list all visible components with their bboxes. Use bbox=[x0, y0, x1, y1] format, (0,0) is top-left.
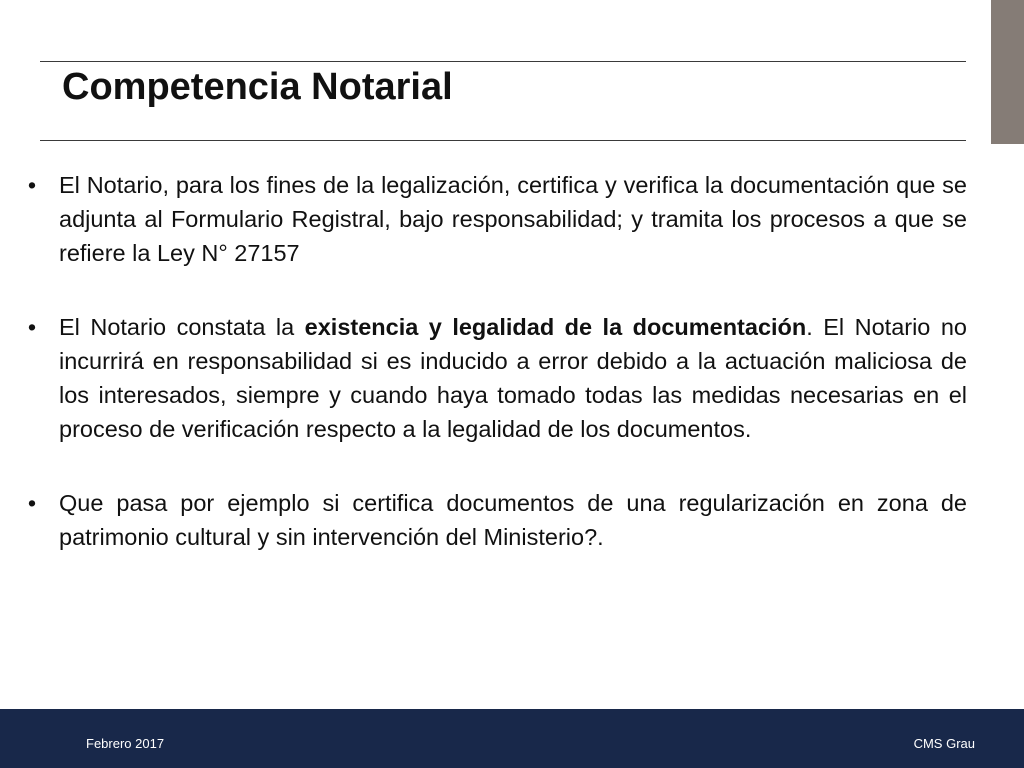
bullet-text: Que pasa por ejemplo si certifica documentos de una regularización en zona de patrimonio cultural y sin intervención del Ministerio?. bbox=[59, 490, 967, 550]
corner-accent-tab bbox=[991, 0, 1024, 144]
footer-company: CMS Grau bbox=[913, 736, 975, 751]
footer-date: Febrero 2017 bbox=[86, 736, 165, 751]
bullet-dot-icon: • bbox=[27, 490, 37, 516]
bullet-dot-icon: • bbox=[27, 314, 37, 340]
footer-bar bbox=[0, 709, 1024, 768]
bullet-item-3 bbox=[22, 486, 967, 554]
bullet-text-emphasis: existencia y legalidad de la documentación bbox=[304, 314, 807, 340]
bullet-text-lead: El Notario constata la bbox=[59, 314, 305, 340]
bullet-item-2 bbox=[22, 310, 967, 446]
bullet-text: El Notario, para los fines de la legalización, certifica y verifica la documentación que se adjunta al Formulario Registral, bajo responsabilidad; y tramita los procesos a que se refiere la Ley N° 27157 bbox=[59, 172, 967, 266]
title-top-rule bbox=[40, 61, 966, 62]
slide-title: Competencia Notarial bbox=[62, 66, 453, 108]
bullet-text-rest: . El Notario no incurrirá en responsabilidad si es inducido a error debido a la actuación maliciosa de los interesados, siempre y cuando haya tomado todas las medidas necesarias en el proceso de verificación respecto a la legalidad de los documentos. bbox=[59, 314, 967, 442]
bullet-list bbox=[22, 168, 967, 594]
bullet-dot-icon: • bbox=[27, 172, 37, 198]
title-bottom-rule bbox=[40, 140, 966, 141]
bullet-item-1 bbox=[22, 168, 967, 270]
